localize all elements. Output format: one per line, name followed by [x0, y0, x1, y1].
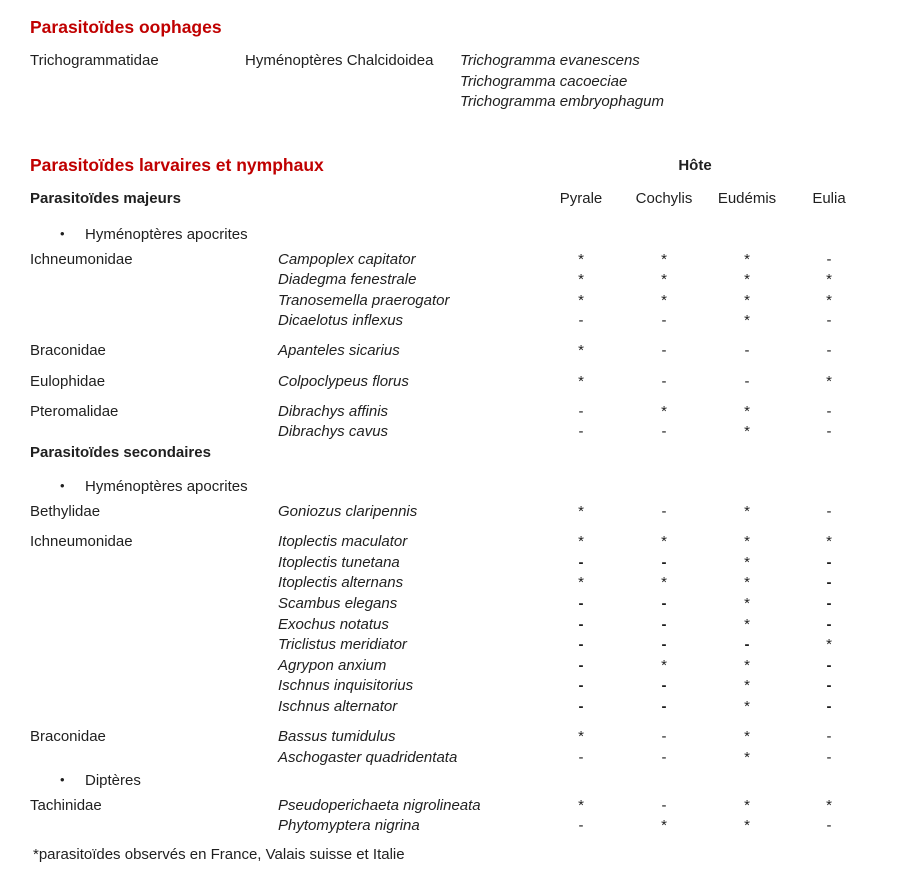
- host-cell: *: [744, 312, 750, 330]
- host-cell: *: [826, 796, 832, 814]
- table-body: [0, 223, 906, 838]
- order-name: Hyménoptères Chalcidoidea: [245, 52, 434, 69]
- table-row: [0, 503, 906, 524]
- host-cell: *: [744, 574, 750, 592]
- bullet-item: [0, 772, 906, 793]
- host-cell: *: [744, 727, 750, 745]
- host-cell: *: [744, 697, 750, 715]
- host-cell: -: [578, 636, 584, 654]
- table-row: [0, 797, 906, 818]
- host-cell: -: [826, 748, 832, 766]
- species-name: Colpoclypeus florus: [278, 372, 409, 390]
- host-cell: -: [578, 402, 584, 420]
- species-name: Triclistus meridiator: [278, 636, 407, 654]
- host-cell: -: [826, 312, 832, 330]
- family-group: [0, 403, 906, 444]
- bullet-item: [0, 226, 906, 247]
- family-name: Ichneumonidae: [30, 250, 133, 268]
- host-cell: -: [826, 615, 832, 633]
- host-cell: -: [661, 594, 667, 612]
- table-row: [0, 251, 906, 272]
- family-group: [0, 503, 906, 524]
- subtitle-secondaires: Parasitoïdes secondaires: [30, 443, 211, 461]
- host-cell: -: [826, 574, 832, 592]
- species-name: Campoplex capitator: [278, 250, 416, 268]
- species-name: Scambus elegans: [278, 594, 398, 612]
- host-cell: *: [744, 748, 750, 766]
- species-name: Bassus tumidulus: [278, 727, 396, 745]
- table-row: [0, 636, 906, 657]
- host-cell: *: [744, 615, 750, 633]
- table-row: [0, 677, 906, 698]
- table-row: [0, 616, 906, 637]
- host-cell: *: [826, 271, 832, 289]
- family-name: Tachinidae: [30, 796, 102, 814]
- host-cell: -: [826, 656, 832, 674]
- species-name: Goniozus claripennis: [278, 503, 418, 521]
- species-name: Phytomyptera nigrina: [278, 817, 420, 835]
- host-cell: -: [661, 796, 667, 814]
- host-cell: -: [744, 372, 750, 390]
- footnote: *parasitoïdes observés en France, Valais suisse et Italie: [33, 846, 405, 863]
- column-header-row: [0, 190, 906, 211]
- host-cell: *: [661, 533, 667, 551]
- host-cell: -: [578, 615, 584, 633]
- table-row: [0, 292, 906, 313]
- host-cell: -: [661, 748, 667, 766]
- host-cell: *: [826, 636, 832, 654]
- host-cell: -: [826, 250, 832, 268]
- host-cell: *: [578, 342, 584, 360]
- host-cell: *: [661, 656, 667, 674]
- species-name: Itoplectis tunetana: [278, 553, 400, 571]
- host-cell: *: [578, 727, 584, 745]
- species-list: [460, 51, 664, 113]
- host-cell: -: [578, 697, 584, 715]
- bullet-label: Diptères: [85, 772, 141, 790]
- bullet-label: Hyménoptères apocrites: [85, 478, 248, 496]
- subtitle-majeurs: Parasitoïdes majeurs: [30, 190, 181, 207]
- host-cell: *: [661, 291, 667, 309]
- species-name: Dibrachys cavus: [278, 423, 389, 441]
- table-row: [0, 373, 906, 394]
- host-cell: -: [826, 727, 832, 745]
- bullet-icon: •: [60, 478, 65, 494]
- species-name: Tranosemella praerogator: [278, 291, 450, 309]
- column-header-eudemis: Eudémis: [717, 190, 777, 207]
- species-name: Trichogramma embryophagum: [460, 93, 664, 111]
- host-cell: -: [578, 656, 584, 674]
- host-cell: *: [744, 271, 750, 289]
- host-cell: *: [578, 372, 584, 390]
- family-group: [0, 797, 906, 838]
- host-cell: *: [744, 402, 750, 420]
- host-cell: -: [744, 342, 750, 360]
- host-cell: -: [826, 402, 832, 420]
- species-name: Ischnus inquisitorius: [278, 677, 414, 695]
- table-row: [0, 423, 906, 444]
- host-cell: *: [661, 402, 667, 420]
- host-cell: *: [661, 250, 667, 268]
- host-cell: -: [826, 342, 832, 360]
- host-cell: *: [578, 574, 584, 592]
- section-title-oophages: Parasitoïdes oophages: [30, 17, 222, 37]
- host-cell: *: [826, 291, 832, 309]
- host-cell: *: [744, 423, 750, 441]
- species-name: Exochus notatus: [278, 615, 389, 633]
- host-cell: *: [578, 533, 584, 551]
- column-header-pyrale: Pyrale: [559, 190, 603, 207]
- host-cell: -: [661, 553, 667, 571]
- table-row: [0, 817, 906, 838]
- section-title-larvaires: Parasitoïdes larvaires et nymphaux: [30, 155, 324, 175]
- host-cell: *: [744, 796, 750, 814]
- host-cell: *: [578, 291, 584, 309]
- table-row: [0, 533, 906, 554]
- table-row: [0, 342, 906, 363]
- column-header-cochylis: Cochylis: [635, 190, 693, 207]
- family-name: Braconidae: [30, 342, 106, 360]
- host-cell: *: [661, 574, 667, 592]
- family-group: [0, 373, 906, 394]
- table-row: [0, 595, 906, 616]
- host-cell: -: [826, 423, 832, 441]
- host-cell: -: [661, 312, 667, 330]
- table-row: [0, 749, 906, 770]
- family-group: [0, 342, 906, 363]
- host-cell: *: [744, 553, 750, 571]
- host-cell: *: [744, 594, 750, 612]
- species-name: Itoplectis alternans: [278, 574, 404, 592]
- host-cell: -: [661, 342, 667, 360]
- bullet-icon: •: [60, 226, 65, 241]
- table-row: [0, 271, 906, 292]
- host-cell: -: [826, 817, 832, 835]
- species-name: Apanteles sicarius: [278, 342, 400, 360]
- table-row: [0, 574, 906, 595]
- species-name: Trichogramma cacoeciae: [460, 72, 628, 90]
- family-group: [0, 251, 906, 333]
- host-cell: *: [744, 677, 750, 695]
- family-name: Ichneumonidae: [30, 533, 133, 551]
- family-name: Braconidae: [30, 727, 106, 745]
- host-cell: -: [661, 615, 667, 633]
- host-cell: -: [826, 503, 832, 521]
- table-row: [0, 657, 906, 678]
- host-cell: *: [744, 656, 750, 674]
- host-cell: -: [661, 423, 667, 441]
- host-cell: -: [578, 817, 584, 835]
- table-row: [0, 698, 906, 719]
- host-cell: -: [578, 423, 584, 441]
- host-cell: *: [744, 250, 750, 268]
- family-name: Bethylidae: [30, 503, 101, 521]
- host-cell: *: [744, 533, 750, 551]
- bullet-item: [0, 478, 906, 499]
- family-name: Pteromalidae: [30, 402, 119, 420]
- host-cell: *: [578, 271, 584, 289]
- host-cell: *: [578, 796, 584, 814]
- species-name: Itoplectis maculator: [278, 533, 408, 551]
- bullet-label: Hyménoptères apocrites: [85, 226, 248, 243]
- host-cell: *: [826, 372, 832, 390]
- host-cell: -: [578, 594, 584, 612]
- host-cell: *: [578, 250, 584, 268]
- host-cell: -: [661, 677, 667, 695]
- table-row: [0, 312, 906, 333]
- host-cell: *: [826, 533, 832, 551]
- species-name: Aschogaster quadridentata: [278, 748, 458, 766]
- host-cell: *: [578, 503, 584, 521]
- host-cell: -: [661, 727, 667, 745]
- host-cell: -: [826, 553, 832, 571]
- host-cell: -: [744, 636, 750, 654]
- column-header-eulia: Eulia: [812, 190, 846, 207]
- host-cell: -: [826, 697, 832, 715]
- table-row: [0, 554, 906, 575]
- host-cell: -: [826, 594, 832, 612]
- species-name: Pseudoperichaeta nigrolineata: [278, 796, 481, 814]
- host-cell: -: [578, 553, 584, 571]
- host-cell: -: [578, 748, 584, 766]
- species-name: Dibrachys affinis: [278, 402, 389, 420]
- host-cell: *: [744, 291, 750, 309]
- table-row: [0, 728, 906, 749]
- host-cell: *: [744, 817, 750, 835]
- host-cell: -: [661, 372, 667, 390]
- host-cell: -: [661, 697, 667, 715]
- family-name: Trichogrammatidae: [30, 52, 159, 69]
- host-cell: -: [661, 503, 667, 521]
- bullet-icon: •: [60, 772, 65, 788]
- family-name: Eulophidae: [30, 372, 106, 390]
- species-name: Dicaelotus inflexus: [278, 312, 404, 330]
- species-name: Trichogramma evanescens: [460, 52, 640, 69]
- host-cell: -: [578, 312, 584, 330]
- host-cell: -: [826, 677, 832, 695]
- family-group: [0, 533, 906, 718]
- host-cell: *: [661, 271, 667, 289]
- family-group: [0, 728, 906, 769]
- species-name: Ischnus alternator: [278, 697, 398, 715]
- species-name: Diadegma fenestrale: [278, 271, 417, 289]
- host-cell: *: [661, 817, 667, 835]
- host-cell: *: [744, 503, 750, 521]
- host-cell: -: [661, 636, 667, 654]
- table-row: [0, 403, 906, 424]
- species-name: Agrypon anxium: [278, 656, 387, 674]
- host-header: Hôte: [678, 157, 712, 174]
- host-cell: -: [578, 677, 584, 695]
